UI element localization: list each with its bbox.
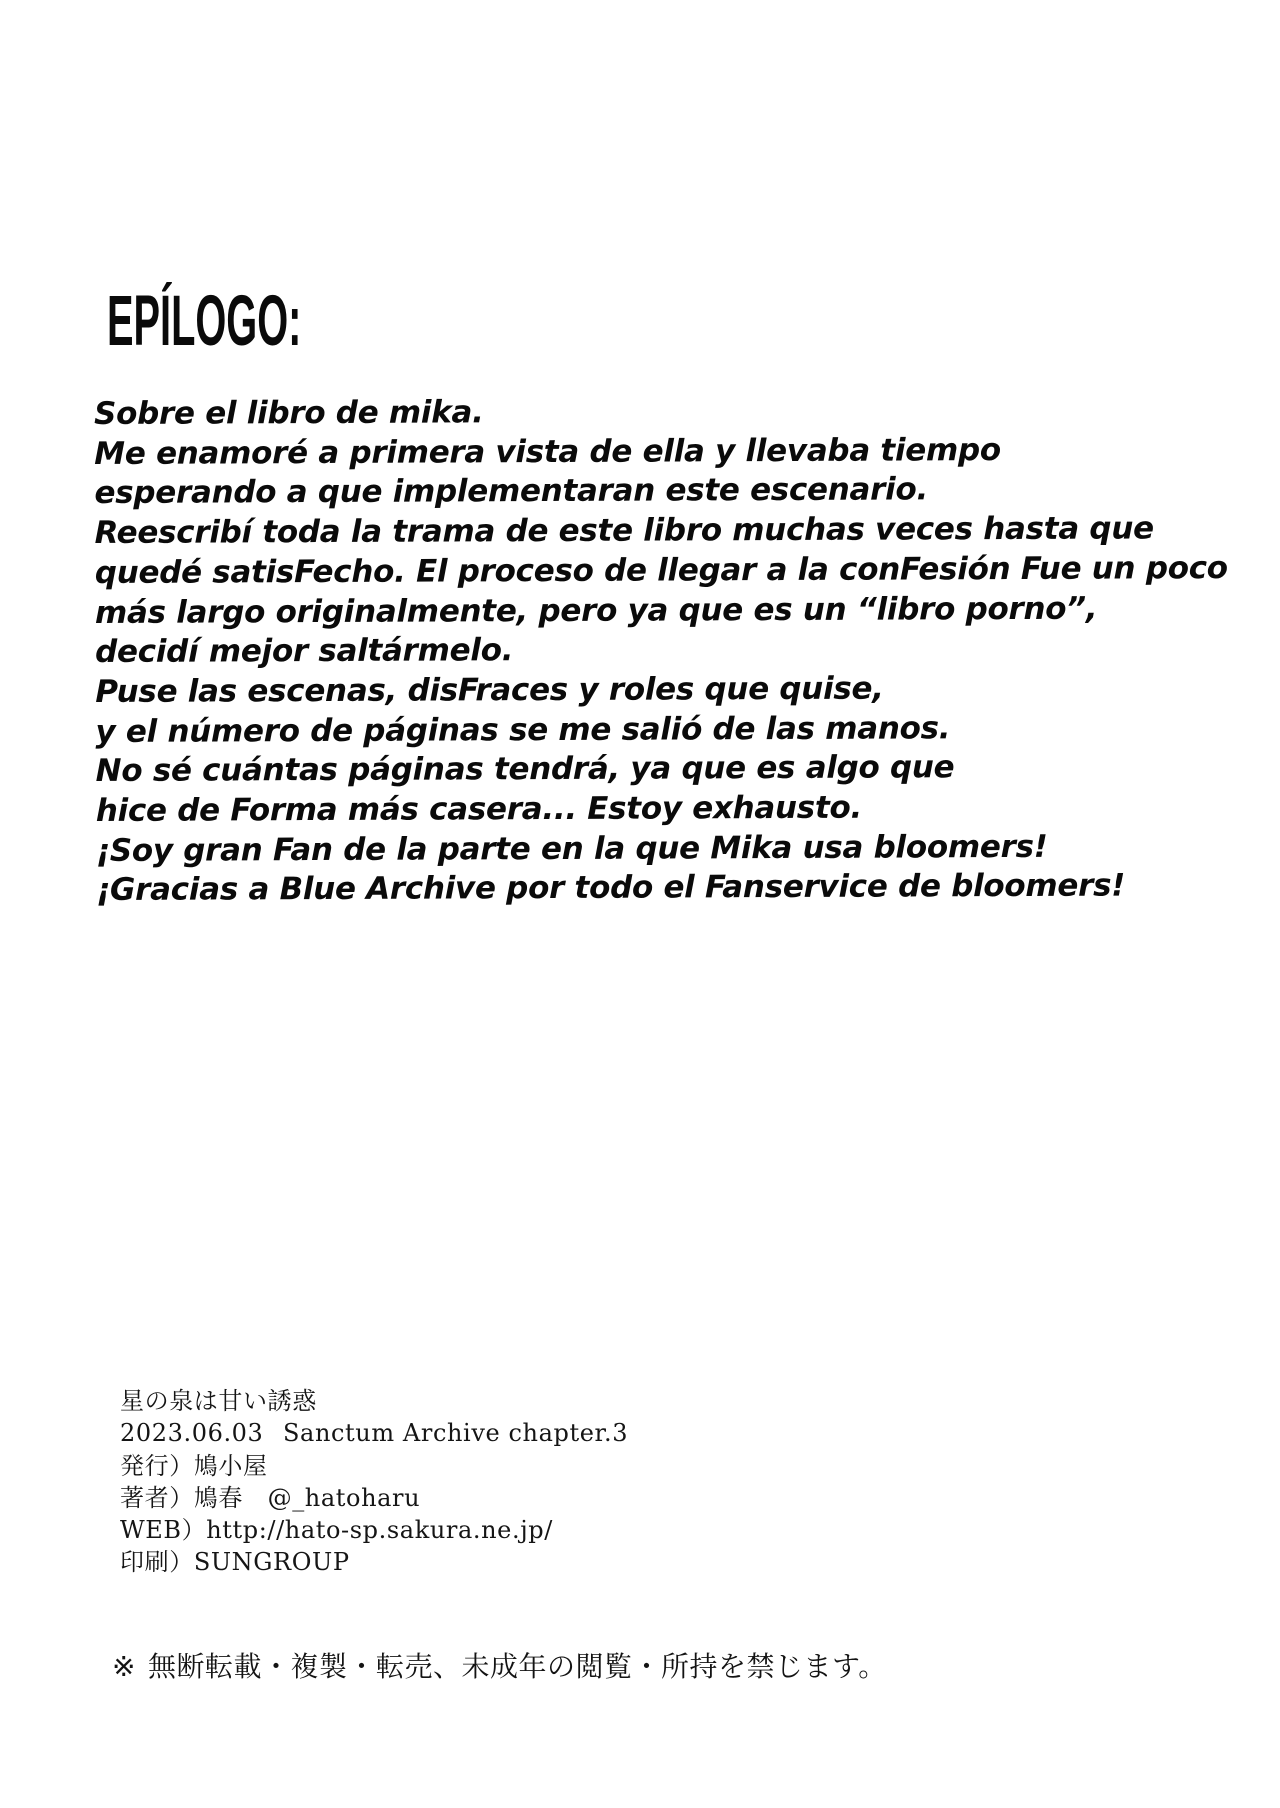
epilogue-line: hice de Forma más casera... Estoy exhausto. xyxy=(95,789,862,830)
credit-row-printer xyxy=(120,1546,628,1578)
release-info xyxy=(120,1417,628,1449)
epilogue-line: y el número de páginas se me salió de las manos. xyxy=(95,709,951,750)
epilogue-line: quedé satisFecho. El proceso de llegar a la conFesión Fue un poco xyxy=(94,549,1228,591)
page-title: EPÍLOGO: xyxy=(107,282,302,361)
epilogue-line: más largo originalmente, pero ya que es un “libro porno”, xyxy=(94,590,1098,631)
epilogue-line: esperando a que implementaran este escenario. xyxy=(94,471,928,512)
credit-value-author: 鳩春 @_hatoharu xyxy=(193,1483,421,1512)
credit-label-printer: 印刷） xyxy=(120,1548,194,1577)
release-date: 2023.06.03 xyxy=(120,1419,264,1448)
credit-value-publisher: 鳩小屋 xyxy=(193,1451,268,1480)
epilogue-line: ¡Soy gran Fan de la parte en la que Mika usa bloomers! xyxy=(95,828,1048,869)
credit-value-printer: SUNGROUP xyxy=(193,1548,350,1577)
epilogue-line: Puse las escenas, disFraces y roles que quise, xyxy=(95,670,884,710)
epilogue-line: No sé cuántas páginas tendrá, ya que es algo que xyxy=(95,749,955,790)
credit-value-web-url: http://hato-sp.sakura.ne.jp/ xyxy=(206,1516,553,1545)
credit-label-author: 著者） xyxy=(120,1483,194,1512)
credit-label-publisher: 発行） xyxy=(120,1451,194,1480)
disclaimer-text: 無断転載・複製・転売、未成年の閲覧・所持を禁じます。 xyxy=(147,1650,887,1683)
epilogue-line: ¡Gracias a Blue Archive por todo el Fanservice de bloomers! xyxy=(96,867,1126,909)
credits-block xyxy=(120,1385,628,1579)
credit-row-author xyxy=(120,1482,628,1514)
epilogue-line: decidí mejor saltármelo. xyxy=(95,632,514,671)
credit-label-web: WEB） xyxy=(120,1516,207,1545)
epilogue-text-block xyxy=(94,390,1229,911)
credit-row-web xyxy=(120,1514,628,1546)
epilogue-line: Me enamoré a primera vista de ella y llevaba tiempo xyxy=(94,431,1001,472)
copyright-disclaimer xyxy=(112,1645,887,1685)
reference-mark: ※ xyxy=(112,1650,136,1683)
release-series: Sanctum Archive chapter.3 xyxy=(283,1419,629,1448)
work-title: 星の泉は甘い誘惑 xyxy=(120,1387,317,1415)
credit-row-publisher xyxy=(120,1450,628,1482)
epilogue-line: Reescribí toda la trama de este libro muchas veces hasta que xyxy=(94,510,1154,552)
epilogue-line: Sobre el libro de mika. xyxy=(94,394,484,432)
